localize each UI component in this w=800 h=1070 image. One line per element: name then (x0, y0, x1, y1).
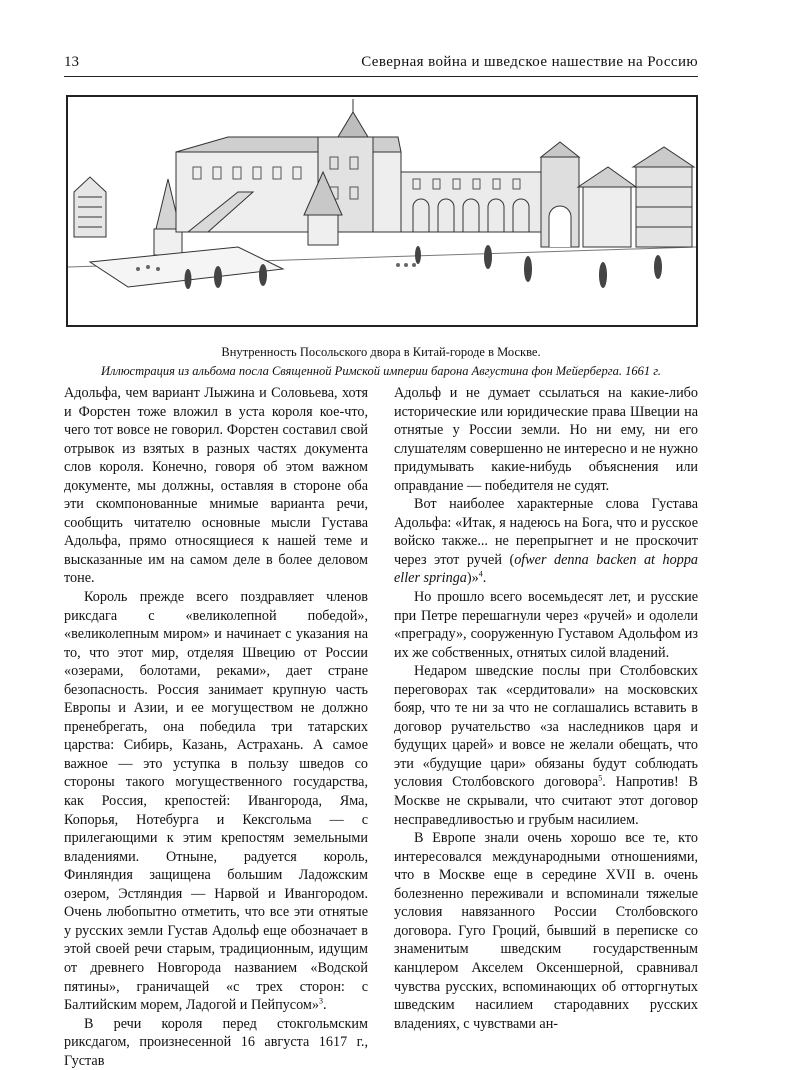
paragraph: Но прошло всего восемьдесят лет, и русские при Петре перешагнули через «ручей» и одолели «преграду», сооруженную Густавом Адольфом из их же собственных, отнятых силой владений. (394, 589, 698, 661)
paragraph (64, 588, 368, 1015)
engraving-illustration (66, 95, 698, 327)
footnote-ref[interactable]: 3 (318, 996, 323, 1006)
paragraph-text: . Напротив! В Москве не скрывали, что считают этот договор несправедливостью и грубым насилием. (394, 774, 698, 828)
right-column (394, 384, 698, 1033)
paragraph-end: . (322, 997, 327, 1014)
caption-source: Иллюстрация из альбома посла Священной Римской империи барона Августина фон Мейерберга. 1661 г. (100, 364, 662, 378)
figure-caption (64, 343, 698, 381)
engraving-drawing (68, 97, 696, 325)
paragraph-end: . (482, 570, 487, 587)
page-header (64, 52, 698, 77)
caption-title: Внутренность Посольского двора в Китай-городе в Москве. (221, 345, 541, 359)
page-number: 13 (64, 54, 79, 70)
footnote-ref[interactable]: 4 (478, 569, 483, 579)
paragraph-text: Недаром шведские послы при Столбовских переговорах так «сердитовали» на московских бояр, что те ни за что не соглашались вставить в договор ручательство «за наследников царя и будущих царей» и вовсе не желали обещать, что эти «будущие цари» обязаны будут соблюдать условия Столбовского договора (394, 663, 698, 791)
paragraph: Адольф и не думает ссылаться на какие-либо исторические или юридические права Швеции на отнятые у России земли. Но ни ему, ни его слушателям совершенно не интересно и не нужно придумывать какие-нибудь объяснения или оправдание — победителя не судят. (394, 385, 698, 494)
paragraph-text: Вот наиболее характерные слова Густава Адольфа: «Итак, я надеюсь на Бога, что и русское войско также... не перепрыгнет и не проскочит через этот ручей ( (394, 496, 698, 568)
paragraph: В Европе знали очень хорошо все те, кто интересовался международными отношениями, что в Москве еще в середине XVII в. очень болезненно переживали и вспоминали тяжелые условия навязанного России Столбовского договора. Гуго Гроций, бывший в переписке со знаменитым шведским государственным канцлером Акселем Оксеншерной, сравнивал чувства русских, вспоминающих об отторгнутых шведским насилием стародавних русских владениях, с чувствами ан- (394, 830, 698, 1032)
footnote-ref[interactable]: 5 (598, 773, 603, 783)
left-column (64, 384, 368, 1070)
paragraph: В речи короля перед стокгольмским риксдагом, произнесенной 16 августа 1617 г., Густав (64, 1015, 368, 1069)
paragraph-text: Король прежде всего поздравляет членов риксдага с «великолепной победой», «великолепным миром» и начинает с указания на то, что этот мир, отделяя Швецию от России «озерами, болотами, реками», дает стране безопасность. Россия занимает крупную часть Европы и Азии, и ее могуществом не должно пренебрегать, она победила три татарских царства: Сибирь, Казань, Астрахань. А самое важное — это уступка в пользу шведов со стороны такого могущественного государства, как Россия, крепостей: Ивангорода, Яма, Копорья, Нотебурга и Кексгольма — с прилегающими к этим крепостям земельными владениями. Отныне, радуется король, Финляндия защищена большим Ладожским озером, Эстляндия — Нарвой и Ивангородом. Очень любопытно отметить, что все эти отнятые у русских земли Густав Адольф еще обозначает в этой своей речи старым, традиционным, идущим от древнего Новгорода названием «Водской пятины», граничащей «с трех сторон: с Балтийским морем, Ладогой и Пейпусом» (64, 589, 368, 1014)
paragraph: Адольфа, чем вариант Лыжина и Соловьева, хотя и Форстен тоже вложил в уста короля кое-что, чего тот вовсе не говорил. Форстен составил свой отрывок из взятых в разных частях документа слов короля. Конечно, говоря об этом важном документе, мы должны, оставляя в стороне оба эти скомпонованные мнимые варианта речи, сообщить читателю основные мысли Густава Адольфа, прямо относящиеся к нашей теме и высказанные им на самом деле в более деловом тоне. (64, 385, 368, 587)
paragraph (394, 495, 698, 588)
running-title: Северная война и шведское нашествие на Россию (361, 54, 698, 70)
swedish-quote: ofwer denna backen at hoppa eller springa (394, 551, 699, 587)
paragraph-text: )» (466, 570, 479, 587)
paragraph (394, 662, 698, 829)
